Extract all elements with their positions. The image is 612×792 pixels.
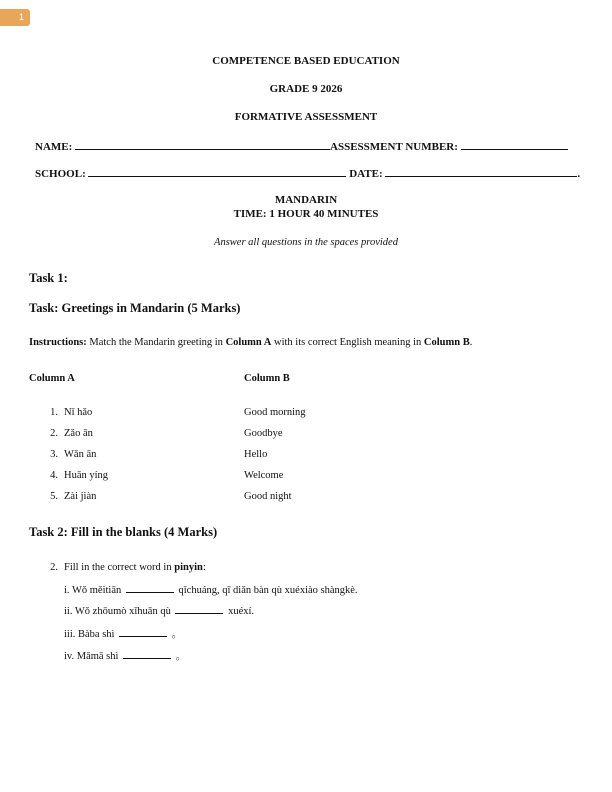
list-item: 3. Wǎn ān [50,449,97,460]
school-blank[interactable] [88,166,346,177]
answer-blank[interactable] [126,583,174,593]
task2-question: 2. Fill in the correct word in pinyin: [50,562,206,573]
date-label: DATE: [349,168,383,180]
date-end: . [577,168,581,180]
list-item-meaning: Hello [244,449,268,460]
school-date-row [35,166,590,180]
subject-name: MANDARIN [274,194,338,206]
assessment-number-label: ASSESSMENT NUMBER: [330,141,458,153]
fill-item: iv. Māmā shì 。 [64,651,187,662]
header-line-2: GRADE 9 2026 [269,83,343,95]
header-line-1: COMPETENCE BASED EDUCATION [212,55,400,67]
list-item: 1. Nǐ hǎo [50,407,93,418]
fill-item: iii. Bàba shì 。 [64,629,183,640]
list-item-meaning: Good night [244,491,292,502]
list-item-meaning: Goodbye [244,428,283,439]
name-blank[interactable] [75,139,330,150]
list-item: 2. Zǎo ān [50,428,93,439]
name-label: NAME: [35,141,73,153]
list-item: 5. Zài jiàn [50,491,97,502]
fill-item: ii. Wǒ zhōumò xǐhuān qù xuéxí. [64,606,255,617]
answer-blank[interactable] [119,627,167,637]
task1-title: Task: Greetings in Mandarin (5 Marks) [29,301,241,315]
name-assessment-row [35,139,590,153]
list-item-meaning: Good morning [244,407,306,418]
column-a-header: Column A [29,373,75,384]
column-b-header: Column B [244,373,290,384]
date-blank[interactable] [385,166,577,177]
list-item-meaning: Welcome [244,470,284,481]
page-number-badge: 1 [0,9,30,26]
subject-time: TIME: 1 HOUR 40 MINUTES [233,208,379,220]
general-instruction: Answer all questions in the spaces provided [214,237,398,248]
assessment-number-blank[interactable] [461,139,568,150]
list-item: 4. Huān yíng [50,470,109,481]
task2-title: Task 2: Fill in the blanks (4 Marks) [29,525,218,539]
header-line-3: FORMATIVE ASSESSMENT [234,111,378,123]
task1-instructions: Instructions: Match the Mandarin greeting in Column A with its correct English meaning in Column B. [29,337,473,348]
task1-label: Task 1: [29,271,68,285]
answer-blank[interactable] [175,604,223,614]
school-label: SCHOOL: [35,168,86,180]
fill-item: i. Wǒ měitiān qǐchuáng, qī diǎn bàn qù xuéxiào shàngkè. [64,585,358,596]
answer-blank[interactable] [123,649,171,659]
